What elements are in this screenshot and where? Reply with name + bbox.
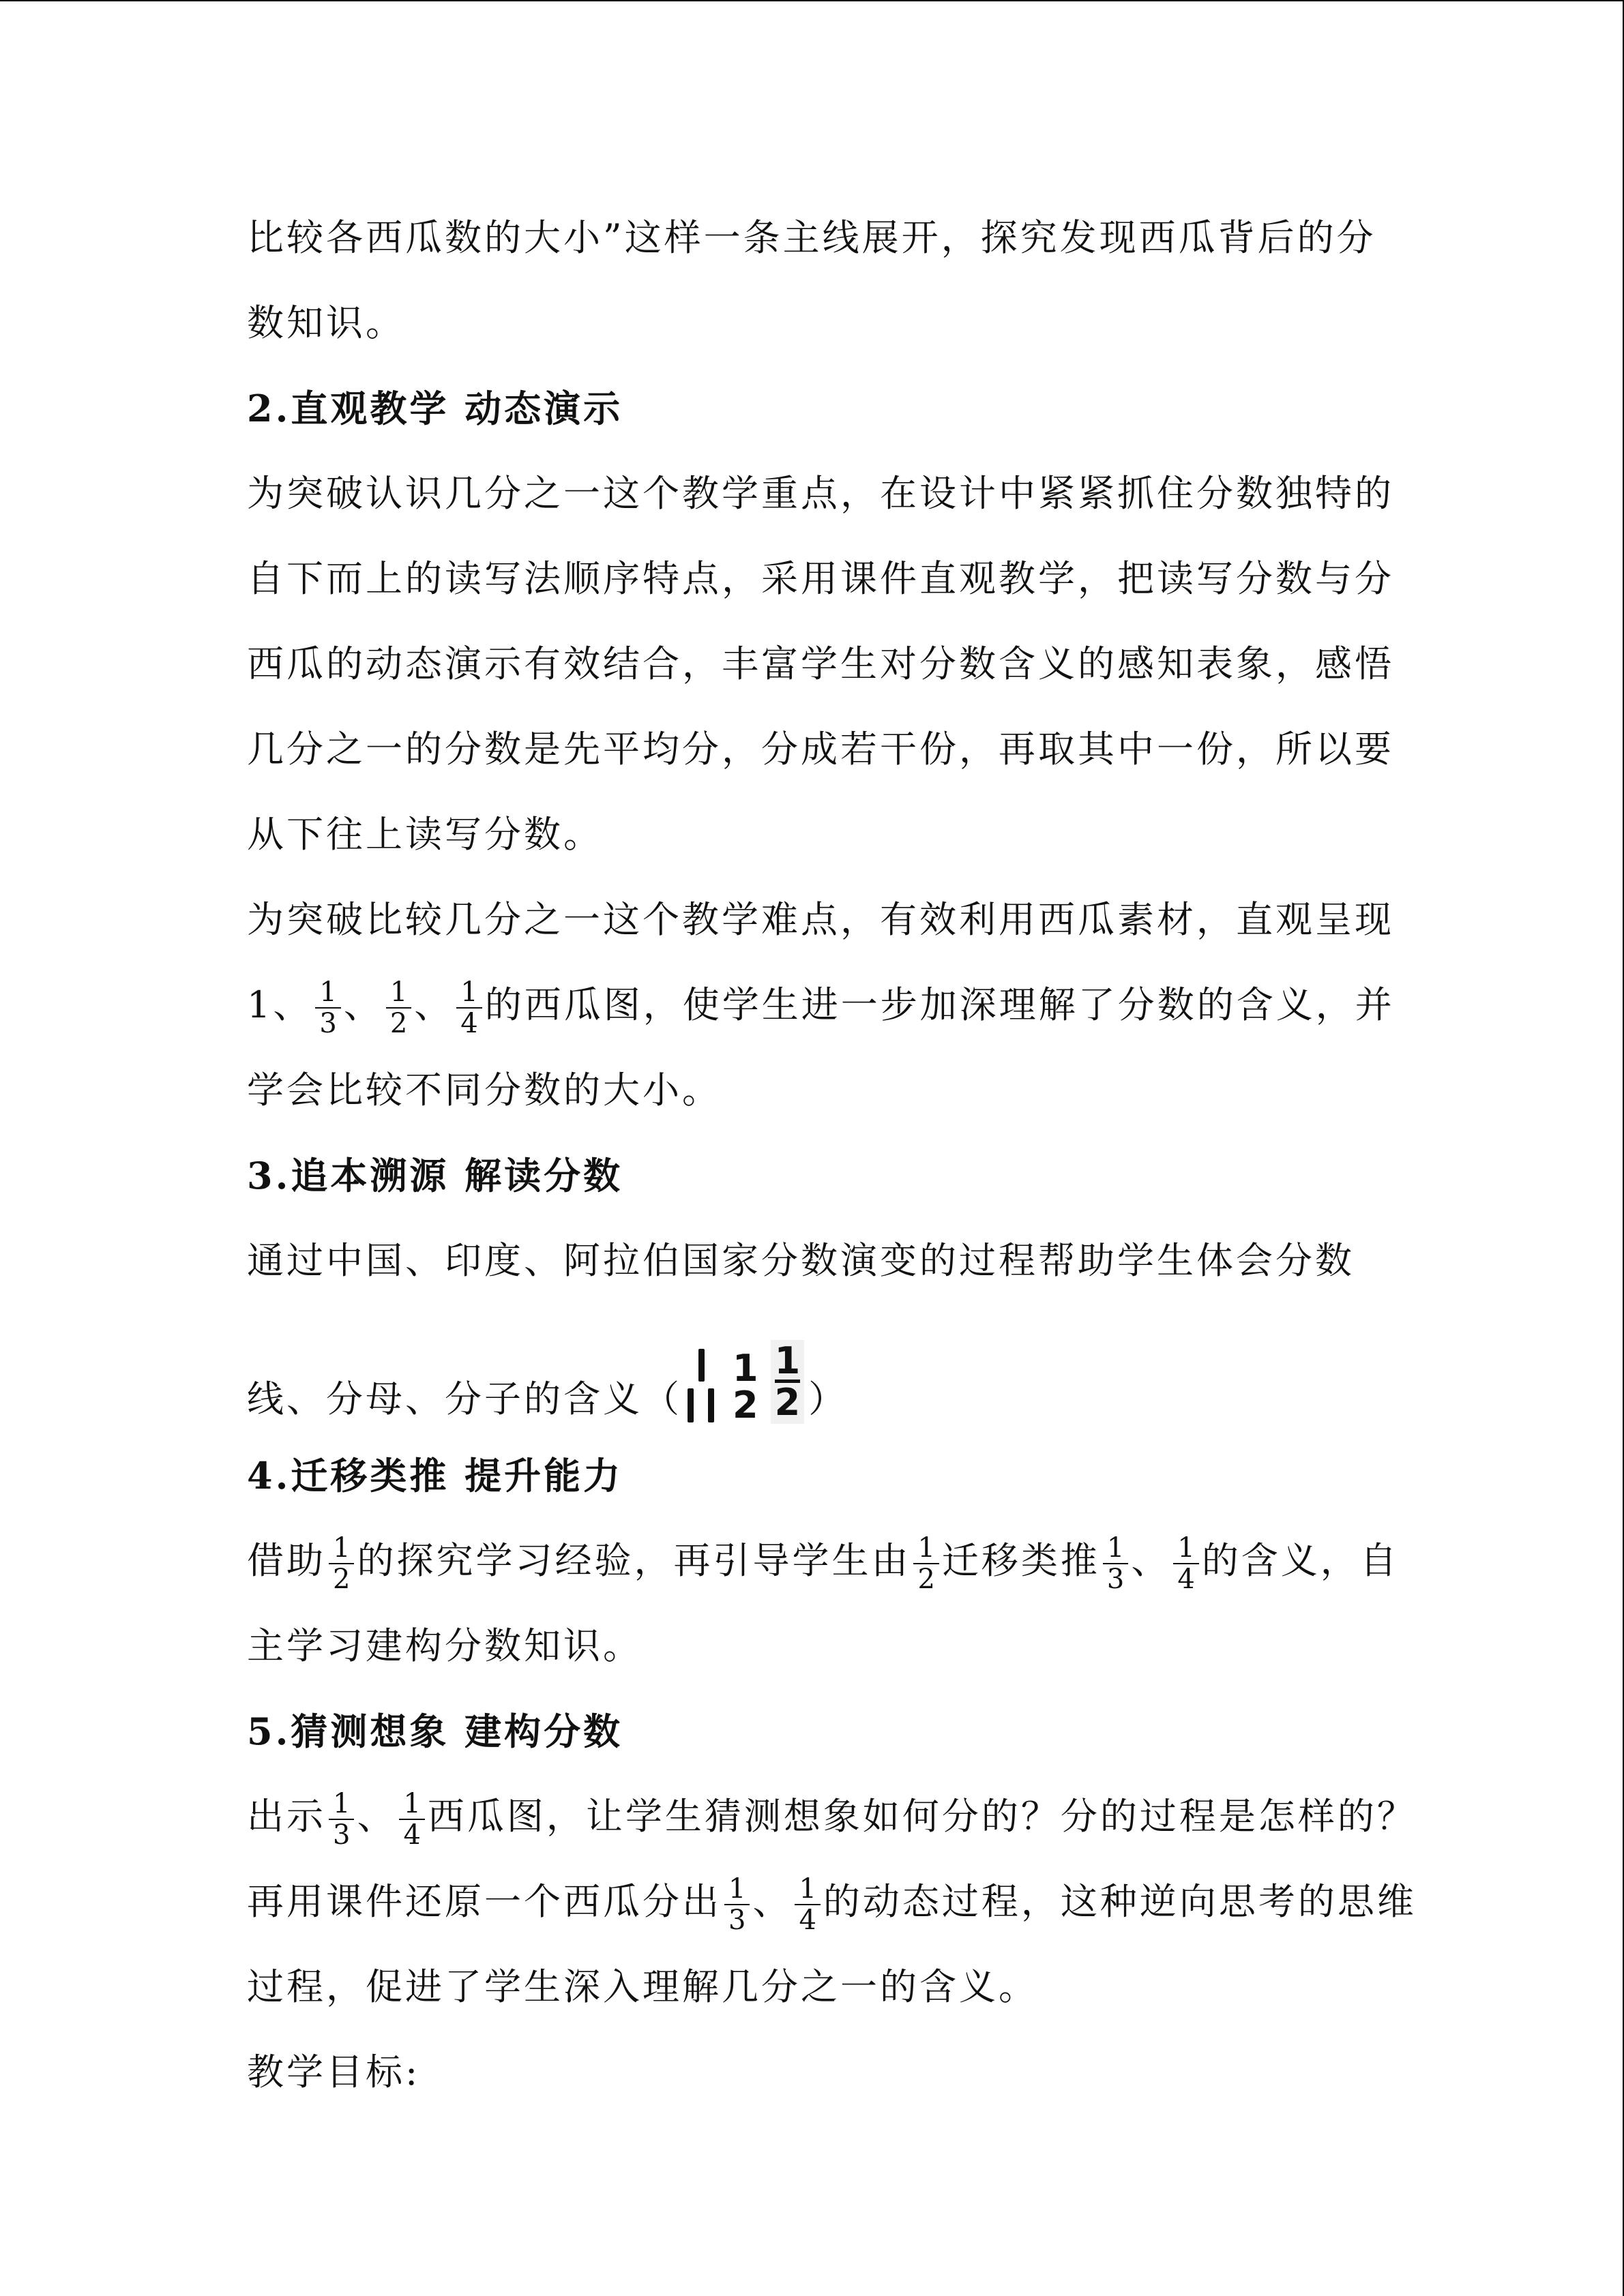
fraction-denominator: 4 — [1173, 1563, 1198, 1594]
text-line: 为突破认识几分之一这个教学重点，在设计中紧紧抓住分数独特的 — [247, 472, 1394, 515]
teaching-goals-label: 教学目标: — [247, 2051, 421, 2093]
fraction — [795, 1874, 820, 1935]
rod-stroke — [688, 1388, 694, 1422]
fraction-numerator: 1 — [799, 1873, 816, 1905]
fraction-denominator: 2 — [386, 1007, 411, 1039]
notation-numerator: 1 — [733, 1347, 758, 1390]
text-line-with-fractions — [247, 1788, 1417, 1851]
text-span: 再用课件还原一个西瓜分出 — [247, 1880, 722, 1923]
text-line-with-symbols — [247, 1301, 1406, 1427]
text-line: 过程，促进了学生深入理解几分之一的含义。 — [247, 1965, 1038, 2008]
fraction — [386, 977, 411, 1039]
notation-numerator: 1 — [774, 1339, 801, 1382]
fraction — [315, 977, 340, 1039]
fraction-denominator: 2 — [913, 1563, 939, 1594]
fraction-numerator: 1 — [333, 1532, 351, 1564]
section-heading-4: 4.迁移类推 提升能力 — [247, 1454, 623, 1497]
fraction — [456, 977, 482, 1039]
fraction-numerator: 1 — [917, 1532, 935, 1564]
text-span: 借助 — [247, 1539, 326, 1582]
fraction-numerator: 1 — [728, 1873, 746, 1905]
text-line: 为突破比较几分之一这个教学难点，有效利用西瓜素材，直观呈现 — [247, 898, 1394, 941]
text-line: 西瓜的动态演示有效结合，丰富学生对分数含义的感知表象，感悟 — [247, 642, 1394, 685]
text-span: ） — [808, 1377, 848, 1420]
fraction-numerator: 1 — [1106, 1532, 1125, 1564]
indian-fraction-notation — [733, 1347, 758, 1427]
fraction-denominator: 4 — [399, 1819, 424, 1850]
fraction-numerator: 1 — [333, 1788, 351, 1819]
fraction-numerator: 1 — [389, 976, 408, 1008]
fraction — [329, 1533, 354, 1594]
text-line: 从下往上读写分数。 — [247, 813, 603, 856]
fraction-denominator: 2 — [329, 1563, 354, 1594]
text-line: 数知识。 — [247, 301, 405, 344]
fraction-denominator: 4 — [795, 1904, 820, 1935]
fraction — [724, 1874, 750, 1935]
text-span: 的含义，自 — [1201, 1539, 1400, 1582]
text-span: 的探究学习经验，再引导学生由 — [357, 1539, 911, 1582]
arabic-fraction-notation — [771, 1340, 805, 1424]
section-heading-3: 3.追本溯源 解读分数 — [247, 1154, 623, 1197]
fraction-numerator: 1 — [319, 976, 337, 1008]
historical-fraction-notations — [686, 1328, 804, 1427]
section-heading-2: 2.直观教学 动态演示 — [247, 387, 623, 430]
section-heading-5: 5.猜测想象 建构分数 — [247, 1710, 623, 1753]
fraction-numerator: 1 — [1177, 1532, 1195, 1564]
fraction — [913, 1533, 939, 1594]
fraction — [1103, 1533, 1128, 1594]
text-line-with-fractions — [247, 1873, 1417, 1936]
fraction-denominator: 4 — [456, 1007, 482, 1039]
fraction-denominator: 3 — [724, 1904, 750, 1935]
text-span: 、 — [343, 983, 383, 1026]
text-span: 的动态过程，这种逆向思考的思维 — [823, 1880, 1417, 1923]
text-span: 1、 — [247, 983, 313, 1026]
text-span: 迁移类推 — [941, 1539, 1100, 1582]
text-span: 的西瓜图，使学生进一步加深理解了分数的含义，并 — [484, 983, 1395, 1026]
fraction-denominator: 3 — [329, 1819, 354, 1850]
fraction-denominator: 3 — [1103, 1563, 1128, 1594]
text-span: 、 — [414, 983, 454, 1026]
text-span: 、 — [357, 1795, 397, 1838]
text-line-with-fractions — [247, 1533, 1406, 1594]
text-line: 自下而上的读写法顺序特点，采用课件直观教学，把读写分数与分 — [247, 557, 1394, 600]
rod-stroke — [708, 1388, 714, 1422]
notation-denominator: 2 — [774, 1381, 801, 1424]
fraction-denominator: 3 — [315, 1007, 340, 1039]
notation-denominator: 2 — [733, 1384, 758, 1427]
fraction — [1173, 1533, 1198, 1594]
chinese-rod-fraction-icon — [686, 1349, 720, 1424]
text-line: 几分之一的分数是先平均分，分成若干份，再取其中一份，所以要 — [247, 728, 1394, 771]
fraction-numerator: 1 — [403, 1788, 421, 1819]
fraction-numerator: 1 — [460, 976, 478, 1008]
text-line: 通过中国、印度、阿拉伯国家分数演变的过程帮助学生体会分数 — [247, 1239, 1355, 1282]
text-line: 学会比较不同分数的大小。 — [247, 1069, 722, 1112]
text-span: 、 — [752, 1880, 793, 1923]
text-span: 出示 — [247, 1795, 326, 1838]
text-line: 主学习建构分数知识。 — [247, 1624, 643, 1667]
text-span: 线、分母、分子的含义（ — [247, 1377, 682, 1420]
fraction — [329, 1789, 354, 1850]
text-span: 西瓜图，让学生猜测想象如何分的？分的过程是怎样的？ — [427, 1795, 1417, 1838]
text-line-with-fractions — [247, 977, 1406, 1039]
text-line: 比较各西瓜数的大小”这样一条主线展开，探究发现西瓜背后的分 — [247, 216, 1376, 259]
rod-stroke — [698, 1349, 705, 1382]
text-span: 、 — [1131, 1539, 1171, 1582]
fraction — [399, 1789, 424, 1850]
